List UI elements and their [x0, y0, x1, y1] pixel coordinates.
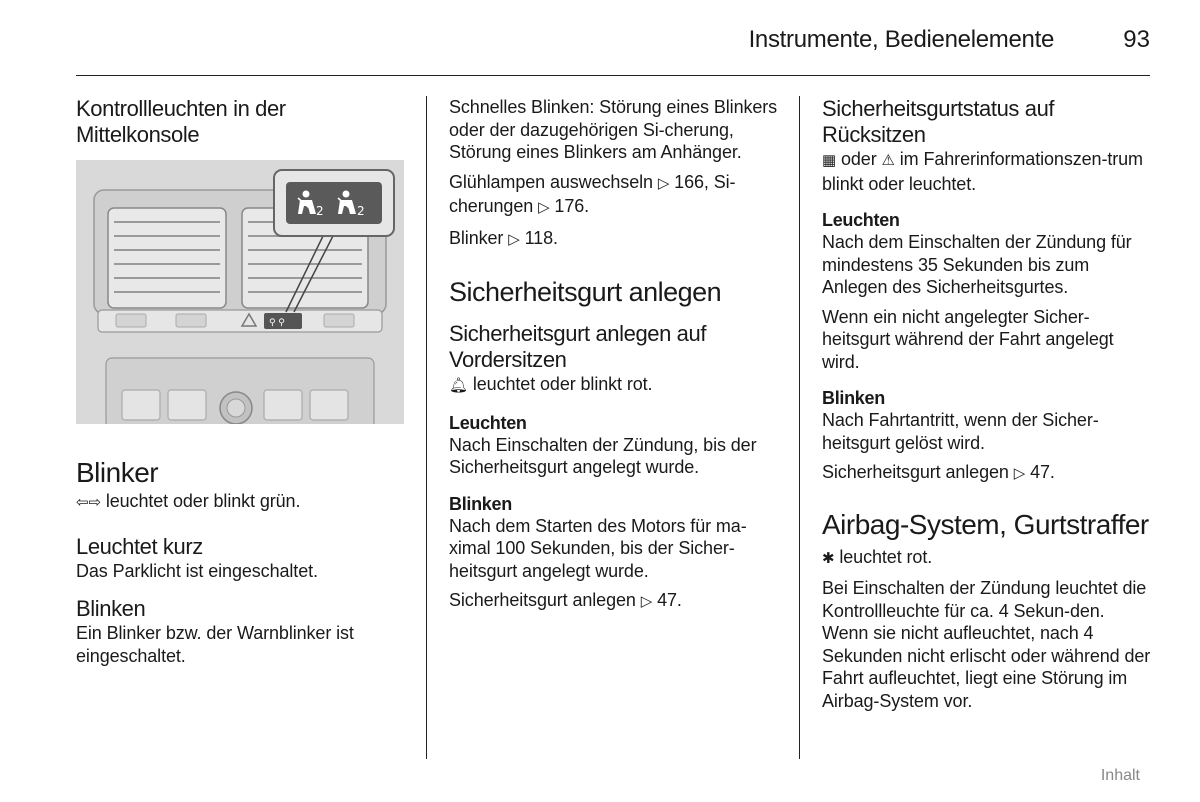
heading-blinker: Blinker: [76, 457, 159, 488]
airbag-icon: ✱: [822, 549, 835, 567]
heading-kontrollleuchten: Kontrollleuchten in der Mittelkonsole: [76, 96, 286, 147]
column-1: [76, 96, 408, 674]
page-reference-arrow-icon: ▷: [508, 230, 520, 248]
vordersitzen-text: 🔔︎ leuchtet oder blinkt rot.: [449, 373, 779, 398]
inhalt-link[interactable]: Inhalt: [1100, 767, 1140, 784]
heading-leuchten: Leuchten: [822, 210, 900, 230]
seatbelt-warning-icon: 🔔︎: [449, 377, 468, 394]
seatbelt-warning-icon: ⚠︎: [881, 152, 895, 169]
svg-text:⚲ ⚲: ⚲ ⚲: [269, 318, 285, 328]
sicherheitsgurt-reference: Sicherheitsgurt anlegen ▷ 47.: [822, 461, 1152, 486]
center-console-illustration: [76, 160, 404, 424]
heading-leuchtet-kurz: Leuchtet kurz: [76, 533, 203, 559]
schnelles-blinken-text: Schnelles Blinken: Störung eines Blinkers oder der dazugehörigen Si-cherung, Störung eines Blinkers am Anhänger.: [449, 97, 778, 162]
svg-text:2: 2: [357, 204, 365, 218]
heading-airbag-system: Airbag-System, Gurtstraffer: [822, 508, 1149, 540]
wenn-text: Wenn ein nicht angelegter Sicher-heitsgurt während der Fahrt angelegt wird.: [822, 306, 1114, 372]
rear-seatbelt-status-icon: ▦: [822, 152, 837, 169]
leuchten-text: Nach dem Einschalten der Zündung für mindestens 35 Sekunden bis zum Anlegen des Sicherheitsgurtes.: [822, 232, 1132, 297]
section-title: Instrumente, Bedienelemente: [748, 26, 1054, 53]
blinken-text: Nach dem Starten des Motors für ma-ximal 100 Sekunden, bis der Sicher-heitsgurt angelegt wurde.: [449, 515, 747, 581]
link-page-118[interactable]: 118: [524, 227, 553, 248]
airbag-icon-text: ✱ leuchtet rot.: [822, 546, 1152, 571]
heading-sicherheitsgurt-anlegen: Sicherheitsgurt anlegen: [449, 277, 722, 307]
heading-vordersitzen: Sicherheitsgurt anlegen auf Vordersitzen: [449, 321, 707, 372]
page-reference-arrow-icon: ▷: [1013, 465, 1026, 482]
blinken-text: Ein Blinker bzw. der Warnblinker ist eingeschaltet.: [76, 623, 354, 666]
gluehlampen-reference: Glühlampen auswechseln ▷ 166, Si-cherungen ▷ 176.: [449, 171, 779, 220]
leuchten-text: Nach Einschalten der Zündung, bis der Sicherheitsgurt angelegt wurde.: [449, 434, 757, 477]
link-page-176[interactable]: 176: [554, 196, 585, 216]
heading-blinken: Blinken: [449, 493, 512, 514]
turn-signal-arrows-icon: ⇦⇨: [76, 494, 101, 511]
column-divider-2: [799, 96, 800, 759]
heading-blinken: Blinken: [822, 388, 885, 408]
blinken-text: Nach Fahrtantritt, wenn der Sicher-heitsgurt gelöst wird.: [822, 410, 1099, 453]
sicherheitsgurt-reference: Sicherheitsgurt anlegen ▷ 47.: [449, 589, 779, 614]
svg-text:2: 2: [316, 204, 324, 218]
column-divider-1: [426, 96, 427, 759]
blinker-reference: Blinker ▷ 118.: [449, 227, 779, 252]
heading-ruecksitzen: Sicherheitsgurtstatus auf Rücksitzen: [822, 96, 1055, 147]
ruecksitzen-status-text: ▦ oder ⚠︎ im Fahrerinformationszen-trum blinkt oder leuchtet.: [822, 149, 1143, 194]
page-reference-arrow-icon: ▷: [657, 174, 670, 192]
column-2: [449, 96, 779, 621]
airbag-description: Bei Einschalten der Zündung leuchtet die Kontrollleuchte für ca. 4 Sekun-den. Wenn sie nicht aufleuchtet, nach 4 Sekunden nicht erlischt oder während der Fahrt aufleuchtet, liegt eine Störung im Airbag-System vor.: [822, 578, 1151, 711]
header-divider: [76, 75, 1150, 76]
page-reference-arrow-icon: ▷: [538, 199, 550, 216]
leuchtet-kurz-text: Das Parklicht ist eingeschaltet.: [76, 560, 318, 581]
blinker-description: ⇦⇨ leuchtet oder blinkt grün.: [76, 490, 408, 515]
link-page-47[interactable]: 47: [1030, 462, 1050, 482]
console-drawing: [76, 160, 404, 424]
heading-leuchten: Leuchten: [449, 412, 527, 433]
page-number: 93: [1123, 26, 1150, 53]
link-page-47[interactable]: 47: [657, 590, 677, 610]
page-reference-arrow-icon: ▷: [640, 593, 653, 610]
heading-blinken: Blinken: [76, 596, 146, 621]
link-page-166[interactable]: 166: [674, 171, 704, 192]
column-3: [822, 96, 1152, 719]
